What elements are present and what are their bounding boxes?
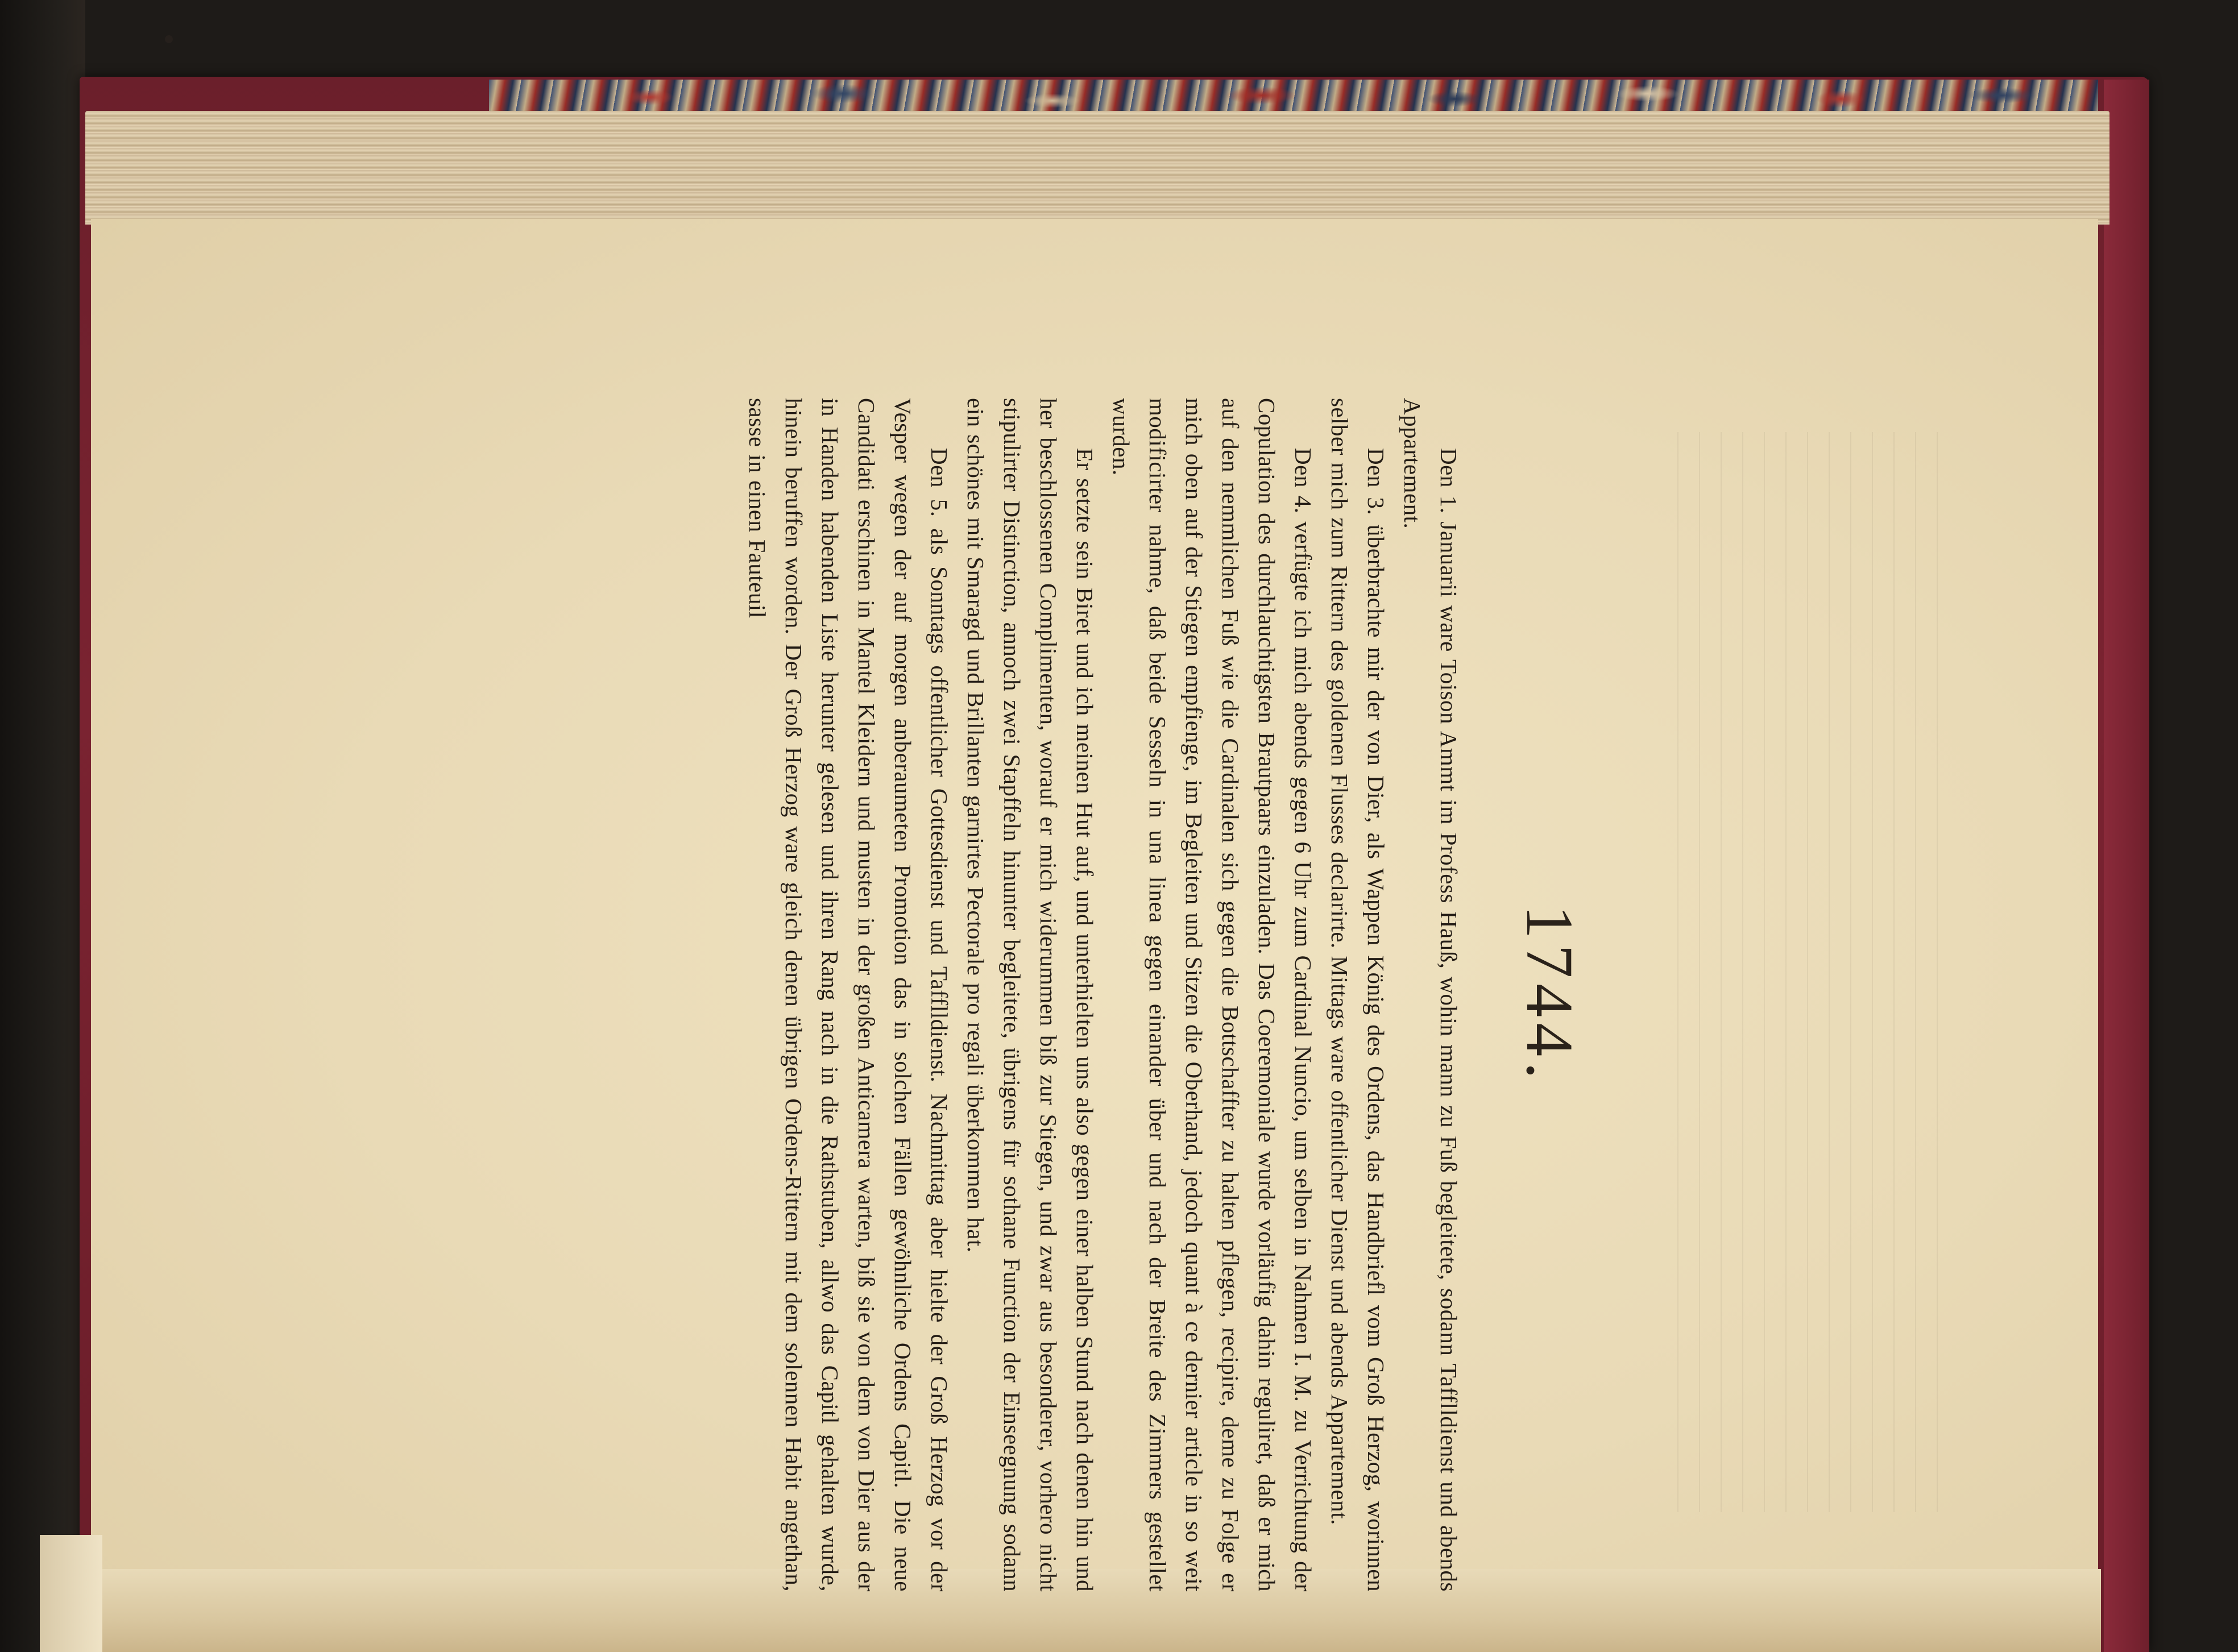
dust-speck [165, 35, 173, 43]
paragraph: Den 1. Januarii ware Toison Ammt im Profess Hauß, wohin mann zu Fuß begleitete, sodann Tafflldienst und abends Appartement. [1399, 398, 1462, 1592]
marbled-endpaper [489, 80, 2098, 115]
cover-edge [2104, 80, 2149, 1652]
binding-strip [40, 1535, 102, 1652]
paragraph: Er setzte sein Biret und ich meinen Hut auf, und unterhielten uns also gegen einer halben Stund nach denen hin und her beschlossenen Complimenten, worauf er mich widerummen biß zur Stiegen, und zwar aus besonderer, vorhero nicht stipulirter Distinction, annoch zwei Stapffeln hinunter begleitete, übrigens für sothane Function der Einseegnung sodann ein schönes mit Smaragd und Brillanten garnirtes Pectorale pro regali überkommen hat. [963, 398, 1098, 1592]
show-through-text [1677, 432, 1950, 1512]
paragraph: Den 5. als Sonntags offentlicher Gottesdienst und Tafflldienst. Nachmittag aber hielte der Groß Herzog vor der Vesper wegen der auf morgen anberaumeten Promotion das in solchen Fällen gewöhnliche Ordens Capitl. Die neue Candidati erschinen in Mantel Kleidern und musten in der großen Anticamera warten, biß sie von dem von Dier aus der in Handen habenden Liste herunter gelesen und ihren Rang nach in die Rathstuben, allwo das Capitl gehalten wurde, hinein beruffen worden. Der Groß Herzog ware gleich denen übrigen Ordens-Rittern mit dem solennen Habit angethan, sasse in einen Fauteuil [744, 398, 952, 1592]
page-block-edges [85, 111, 2109, 225]
year-heading: 1744. [1512, 905, 1587, 1085]
paragraph: Den 3. überbrachte mir der von Dier, als Wappen König des Ordens, das Handbriefl vom Groß Herzog, worinnen selber mich zum Rittern des goldenen Flusses declarirte. Mittags ware offentlicher Dienst und abends Appartement. [1327, 398, 1389, 1592]
page-text [398, 398, 1592, 1592]
rotated-text-frame [398, 398, 1592, 1592]
background-table [0, 0, 85, 1652]
paragraph: Den 4. verfügte ich mich abends gegen 6 Uhr zum Cardinal Nuncio, um selben in Nahmen I. M. zu Verrichtung der Copulation des durchlauchtigsten Brautpaars einzuladen. Das Coeremoniale wurde vorläufig dahin reguliret, daß er mich auf den nemmlichen Fuß wie die Cardinalen sich gegen die Bottschaffter zu halten pflegen, recipire, deme zu Folge er mich oben auf der Stiegen empfienge, im Begleiten und Sitzen die Oberhand, jedoch quant à ce dernier article in so weit modificirter nahme, daß beide Sesseln in una linea gegen einander über und nach der Breite des Zimmers gestellet wurden. [1108, 398, 1316, 1592]
